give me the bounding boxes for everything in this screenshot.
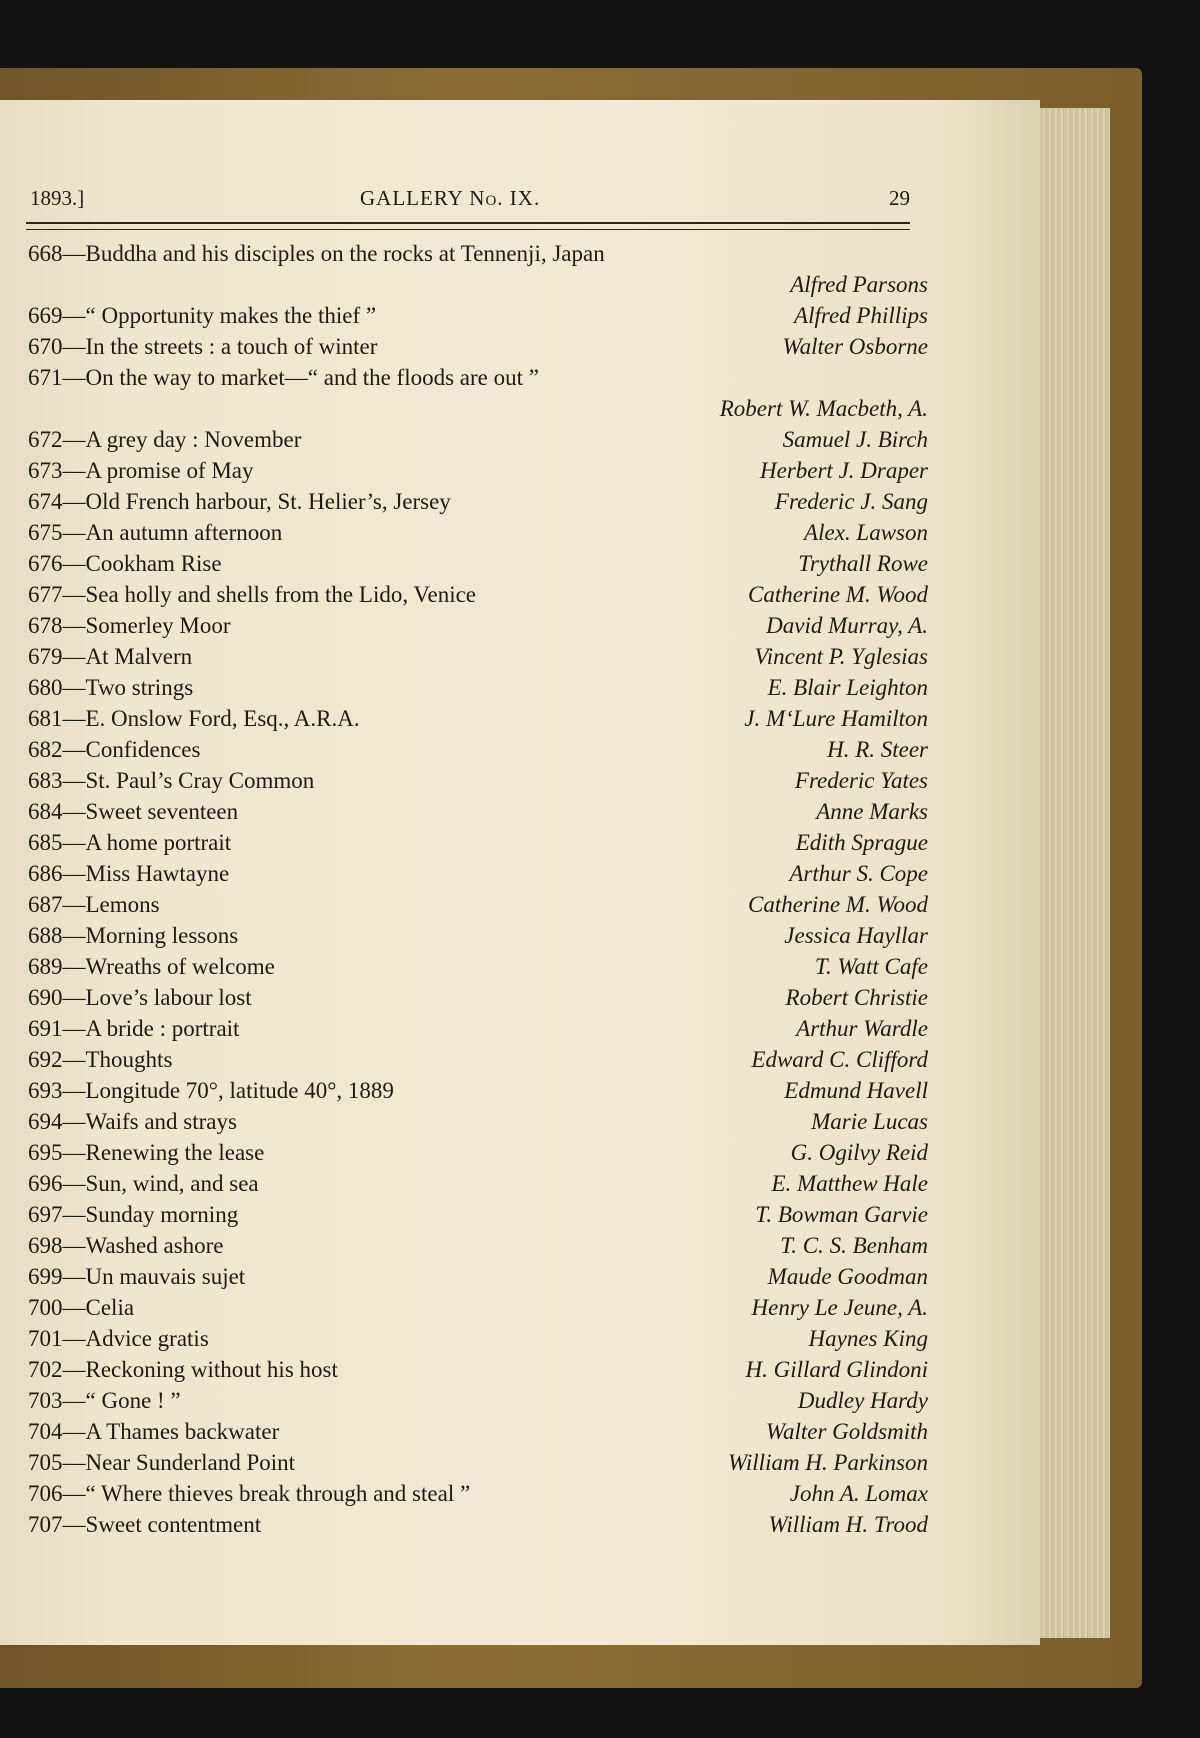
entry-title: —Sun, wind, and sea [62, 1171, 259, 1196]
catalogue-entry [28, 238, 928, 269]
entry-title: —Sweet seventeen [62, 799, 239, 824]
entry-artist: Walter Osborne [782, 334, 928, 359]
entry-title: —Reckoning without his host [62, 1357, 338, 1382]
entry-title: —“ Where thieves break through and steal ” [62, 1481, 471, 1506]
header-rule [26, 222, 910, 230]
entry-artist: Edward C. Clifford [751, 1047, 928, 1072]
catalogue-entry [28, 641, 928, 672]
entry-number: 685 [28, 830, 63, 855]
entry-title: —Advice gratis [62, 1326, 209, 1351]
page-number: 29 [889, 186, 910, 210]
catalogue-entry [28, 920, 928, 951]
entry-artist: Edmund Havell [784, 1078, 928, 1103]
catalogue-entry [28, 1013, 928, 1044]
entry-number: 699 [28, 1264, 63, 1289]
entry-title: —Cookham Rise [62, 551, 222, 576]
entry-number: 670 [28, 334, 63, 359]
catalogue-entry [28, 827, 928, 858]
entry-title: —A promise of May [62, 458, 254, 483]
entry-title: —Sweet contentment [62, 1512, 262, 1537]
catalogue-entry [28, 1261, 928, 1292]
entry-title: —Miss Hawtayne [62, 861, 230, 886]
catalogue-entry [28, 1168, 928, 1199]
entry-artist: G. Ogilvy Reid [790, 1140, 928, 1165]
entry-title: —At Malvern [62, 644, 193, 669]
entry-title: —Celia [62, 1295, 135, 1320]
catalogue-entry [28, 703, 928, 734]
catalogue-entry [28, 486, 928, 517]
entry-number: 705 [28, 1450, 63, 1475]
entry-number: 674 [28, 489, 63, 514]
entry-title: —Thoughts [62, 1047, 173, 1072]
entry-number: 702 [28, 1357, 63, 1382]
entry-title: —Buddha and his disciples on the rocks at Tennenji, Japan [62, 241, 605, 266]
catalogue-entry [28, 1478, 928, 1509]
entry-title: —“ Opportunity makes the thief ” [62, 303, 377, 328]
entry-title: —Sunday morning [62, 1202, 239, 1227]
catalogue-entry [28, 1137, 928, 1168]
entry-title: —A bride : portrait [62, 1016, 240, 1041]
entry-artist: John A. Lomax [789, 1481, 928, 1506]
entry-number: 677 [28, 582, 63, 607]
entry-number: 686 [28, 861, 63, 886]
running-head-year: 1893.] [30, 186, 85, 210]
entry-number: 669 [28, 303, 63, 328]
entry-title: —A grey day : November [62, 427, 302, 452]
entry-title: —Confidences [62, 737, 201, 762]
entry-number: 682 [28, 737, 63, 762]
catalogue-entries [28, 238, 928, 1540]
entry-title: —Love’s labour lost [62, 985, 252, 1010]
catalogue-entry [28, 796, 928, 827]
entry-number: 704 [28, 1419, 63, 1444]
entry-number: 693 [28, 1078, 63, 1103]
entry-number: 701 [28, 1326, 63, 1351]
entry-title: —“ Gone ! ” [62, 1388, 181, 1413]
catalogue-entry [28, 765, 928, 796]
catalogue-entry [28, 1230, 928, 1261]
entry-number: 684 [28, 799, 63, 824]
entry-title: —St. Paul’s Cray Common [62, 768, 315, 793]
entry-artist: William H. Parkinson [728, 1450, 928, 1475]
entry-number: 689 [28, 954, 63, 979]
catalogue-entry [28, 548, 928, 579]
entry-number: 706 [28, 1481, 63, 1506]
catalogue-entry [28, 1075, 928, 1106]
entry-number: 707 [28, 1512, 63, 1537]
entry-title: —Wreaths of welcome [62, 954, 275, 979]
page-edges [1040, 108, 1110, 1638]
catalogue-entry [28, 424, 928, 455]
entry-number: 681 [28, 706, 63, 731]
entry-artist: Robert W. Macbeth, A. [719, 396, 928, 421]
entry-number: 695 [28, 1140, 63, 1165]
catalogue-entry [28, 1323, 928, 1354]
entry-number: 673 [28, 458, 63, 483]
entry-artist: Samuel J. Birch [782, 427, 928, 452]
catalogue-entry [28, 1199, 928, 1230]
entry-number: 668 [28, 241, 63, 266]
catalogue-entry [28, 579, 928, 610]
entry-number: 690 [28, 985, 63, 1010]
entry-artist: Alfred Parsons [790, 272, 928, 297]
entry-number: 688 [28, 923, 63, 948]
entry-artist: T. Watt Cafe [814, 954, 928, 979]
entry-title: —Old French harbour, St. Helier’s, Jersey [62, 489, 451, 514]
entry-number: 671 [28, 365, 63, 390]
entry-title: —On the way to market—“ and the floods are out ” [62, 365, 539, 390]
catalogue-entry [28, 1509, 928, 1540]
running-head [30, 186, 910, 220]
entry-artist: Frederic J. Sang [774, 489, 928, 514]
catalogue-entry [28, 331, 928, 362]
entry-title: —Lemons [62, 892, 160, 917]
catalogue-entry [28, 982, 928, 1013]
entry-title: —E. Onslow Ford, Esq., A.R.A. [62, 706, 360, 731]
entry-number: 696 [28, 1171, 63, 1196]
entry-number: 687 [28, 892, 63, 917]
entry-artist: E. Matthew Hale [771, 1171, 928, 1196]
catalogue-entry [28, 1106, 928, 1137]
catalogue-entry [28, 1354, 928, 1385]
entry-title: —Waifs and strays [62, 1109, 237, 1134]
entry-artist: Haynes King [808, 1326, 928, 1351]
entry-number: 672 [28, 427, 63, 452]
entry-artist: E. Blair Leighton [767, 675, 928, 700]
entry-number: 675 [28, 520, 63, 545]
entry-artist: Catherine M. Wood [748, 892, 928, 917]
entry-artist: Trythall Rowe [798, 551, 928, 576]
catalogue-entry [28, 1447, 928, 1478]
entry-artist: Alex. Lawson [804, 520, 928, 545]
entry-number: 694 [28, 1109, 63, 1134]
catalogue-entry [28, 362, 928, 393]
entry-artist: Catherine M. Wood [748, 582, 928, 607]
entry-title: —Washed ashore [62, 1233, 224, 1258]
entry-artist: T. C. S. Benham [780, 1233, 928, 1258]
entry-artist: Edith Sprague [795, 830, 928, 855]
catalogue-entry [28, 672, 928, 703]
entry-title: —Near Sunderland Point [62, 1450, 296, 1475]
entry-artist: Walter Goldsmith [765, 1419, 928, 1444]
catalogue-entry [28, 858, 928, 889]
entry-number: 676 [28, 551, 63, 576]
entry-artist-line [28, 393, 928, 424]
entry-artist: Marie Lucas [811, 1109, 928, 1134]
entry-artist: Maude Goodman [767, 1264, 928, 1289]
entry-number: 697 [28, 1202, 63, 1227]
catalogue-entry [28, 1292, 928, 1323]
entry-artist: Frederic Yates [794, 768, 928, 793]
entry-artist: Dudley Hardy [797, 1388, 928, 1413]
entry-artist: Herbert J. Draper [760, 458, 928, 483]
entry-artist-line [28, 269, 928, 300]
entry-artist: Arthur Wardle [796, 1016, 928, 1041]
entry-artist: Robert Christie [785, 985, 928, 1010]
entry-artist: Alfred Phillips [794, 303, 928, 328]
catalogue-entry [28, 1044, 928, 1075]
entry-artist: J. M‘Lure Hamilton [744, 706, 928, 731]
entry-artist: Henry Le Jeune, A. [751, 1295, 928, 1320]
entry-title: —A Thames backwater [62, 1419, 280, 1444]
entry-artist: Jessica Hayllar [784, 923, 928, 948]
entry-title: —A home portrait [62, 830, 232, 855]
entry-number: 698 [28, 1233, 63, 1258]
catalogue-entry [28, 1416, 928, 1447]
entry-number: 678 [28, 613, 63, 638]
catalogue-entry [28, 1385, 928, 1416]
catalogue-entry [28, 610, 928, 641]
entry-number: 703 [28, 1388, 63, 1413]
entry-number: 692 [28, 1047, 63, 1072]
entry-number: 679 [28, 644, 63, 669]
catalogue-entry [28, 455, 928, 486]
catalogue-entry [28, 951, 928, 982]
entry-title: —An autumn afternoon [62, 520, 283, 545]
entry-number: 683 [28, 768, 63, 793]
entry-title: —Morning lessons [62, 923, 239, 948]
entry-artist: T. Bowman Garvie [755, 1202, 928, 1227]
entry-title: —Renewing the lease [62, 1140, 265, 1165]
entry-number: 700 [28, 1295, 63, 1320]
catalogue-entry [28, 517, 928, 548]
entry-artist: H. Gillard Glindoni [745, 1357, 928, 1382]
catalogue-entry [28, 734, 928, 765]
entry-title: —Two strings [62, 675, 194, 700]
entry-artist: Arthur S. Cope [789, 861, 928, 886]
entry-number: 680 [28, 675, 63, 700]
entry-title: —Longitude 70°, latitude 40°, 1889 [62, 1078, 394, 1103]
entry-artist: David Murray, A. [766, 613, 928, 638]
entry-artist: Vincent P. Yglesias [754, 644, 928, 669]
entry-title: —Somerley Moor [62, 613, 231, 638]
entry-title: —In the streets : a touch of winter [62, 334, 378, 359]
catalogue-entry [28, 300, 928, 331]
entry-artist: H. R. Steer [827, 737, 928, 762]
catalogue-entry [28, 889, 928, 920]
running-head-gallery: GALLERY No. IX. [360, 186, 541, 210]
entry-title: —Sea holly and shells from the Lido, Venice [62, 582, 476, 607]
entry-title: —Un mauvais sujet [62, 1264, 246, 1289]
entry-artist: Anne Marks [816, 799, 928, 824]
entry-number: 691 [28, 1016, 63, 1041]
entry-artist: William H. Trood [768, 1512, 928, 1537]
